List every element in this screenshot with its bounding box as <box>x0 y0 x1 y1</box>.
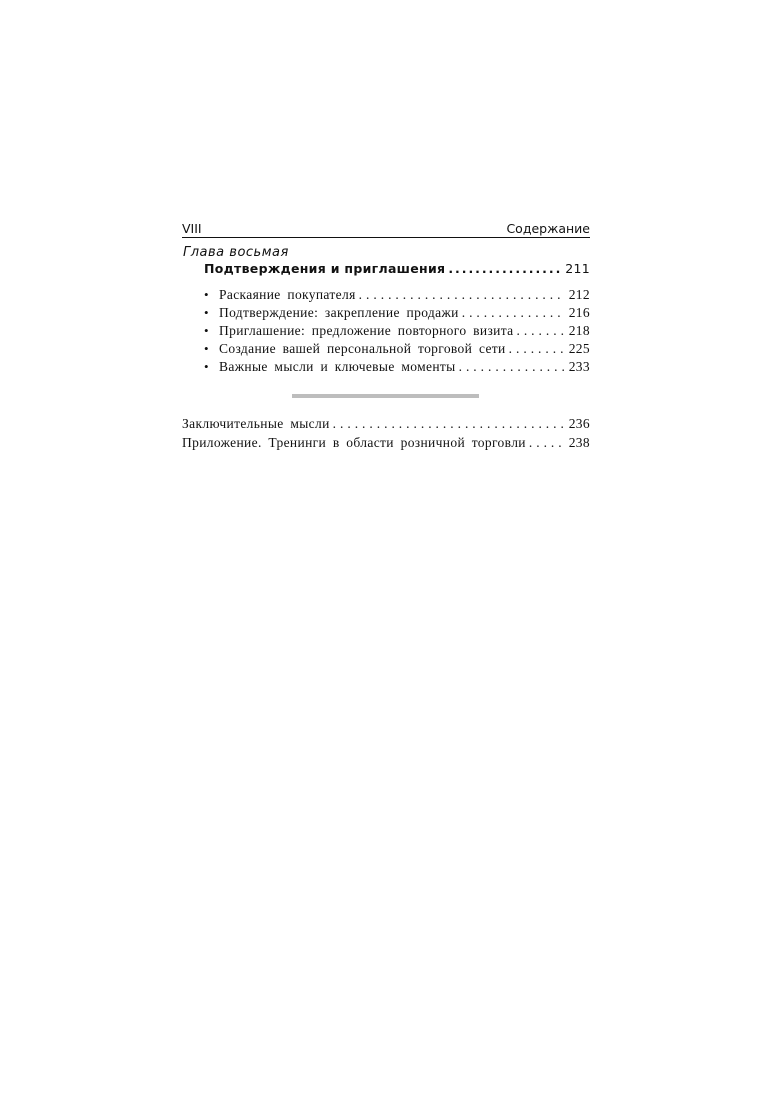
section-page-number: 212 <box>568 287 590 302</box>
running-head <box>182 221 590 238</box>
bullet: • <box>204 323 209 338</box>
section-title: Создание вашей персональной торговой сети <box>219 341 506 356</box>
dot-leader <box>333 416 565 432</box>
section-title: Раскаяние покупателя <box>219 287 356 302</box>
bullet: • <box>204 359 209 374</box>
toc-entry-section[interactable] <box>204 287 590 303</box>
dot-leader <box>459 359 565 375</box>
dot-leader <box>509 341 565 357</box>
chapter-page-number: 211 <box>565 261 590 276</box>
toc-entry-section[interactable] <box>204 305 590 321</box>
section-divider <box>292 394 479 398</box>
section-title: Подтверждение: закрепление продажи <box>219 305 459 320</box>
section-page-number: 233 <box>568 359 590 374</box>
end-matter-page-number: 236 <box>568 416 590 431</box>
end-matter-title: Приложение. Тренинги в области розничной торговли <box>182 435 526 450</box>
toc-entry-section[interactable] <box>204 359 590 375</box>
dot-leader <box>529 435 565 451</box>
dot-leader <box>462 305 565 321</box>
toc-entry-chapter[interactable] <box>204 261 590 276</box>
bullet: • <box>204 287 209 302</box>
end-matter-title: Заключительные мысли <box>182 416 330 431</box>
dot-leader <box>448 261 561 276</box>
section-page-number: 218 <box>568 323 590 338</box>
chapter-label: Глава восьмая <box>183 245 289 260</box>
dot-leader <box>516 323 564 339</box>
toc-entry-section[interactable] <box>204 341 590 357</box>
section-title: Приглашение: предложение повторного визита <box>219 323 514 338</box>
toc-entry-end-matter[interactable] <box>182 435 590 451</box>
section-title: Важные мысли и ключевые моменты <box>219 359 456 374</box>
toc-entry-section[interactable] <box>204 323 590 339</box>
chapter-title: Подтверждения и приглашения <box>204 261 446 276</box>
bullet: • <box>204 305 209 320</box>
page-folio: VIII <box>182 221 202 236</box>
section-page-number: 225 <box>568 341 590 356</box>
toc-entry-end-matter[interactable] <box>182 416 590 432</box>
section-page-number: 216 <box>568 305 590 320</box>
running-head-title: Содержание <box>506 221 590 236</box>
end-matter-page-number: 238 <box>568 435 590 450</box>
dot-leader <box>359 287 565 303</box>
bullet: • <box>204 341 209 356</box>
